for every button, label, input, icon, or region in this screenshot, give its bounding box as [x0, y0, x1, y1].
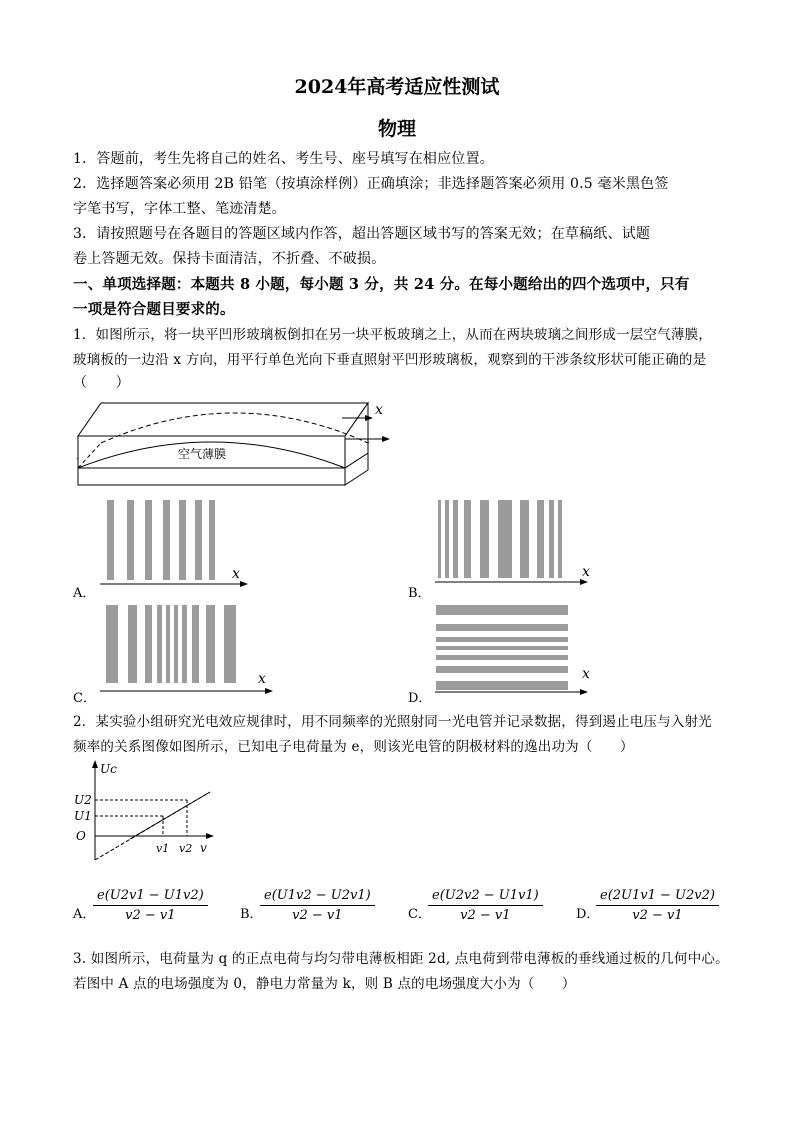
q2-option-c-label[interactable]: C． — [408, 907, 431, 922]
y-axis-label: Uc — [100, 762, 117, 776]
q2-option-b-denominator: v2 − v1 — [292, 908, 343, 923]
q2-option-a-denominator: v2 − v1 — [125, 908, 176, 923]
q2-option-b-formula[interactable] — [260, 888, 375, 923]
q2-option-d-denominator: v2 − v1 — [632, 908, 683, 923]
q1-option-d-label[interactable]: D． — [408, 691, 432, 706]
q2-option-d-label[interactable]: D． — [576, 907, 600, 922]
instruction-1: 1．答题前，考生先将自己的姓名、考生号、座号填写在相应位置。 — [73, 151, 494, 167]
q3-stem-1: 3. 如图所示，电荷量为 q 的正点电荷与均匀带电薄板相距 2d, 点电荷到带电薄板的垂线通过板的几何中心。 — [73, 951, 729, 967]
q2-option-a-formula[interactable] — [93, 888, 208, 923]
axis-x-label: x — [258, 671, 266, 687]
q2-stem-2: 频率的关系图像如图所示，已知电子电荷量为 e，则该光电管的阴极材料的逸出功为（ ） — [73, 739, 634, 755]
instruction-2a: 2．选择题答案必须用 2B 铅笔（按填涂样例）正确填涂；非选择题答案必须用 0.5 毫米黑色签 — [73, 176, 669, 192]
q2-option-d-numerator: e(2U1v1 − U2v2) — [596, 888, 719, 906]
q1-option-c-label[interactable]: C． — [73, 691, 96, 706]
q1-option-b-fringes — [430, 500, 600, 590]
instruction-3b: 卷上答题无效。保持卡面清洁，不折叠、不破损。 — [73, 251, 386, 267]
q1-option-d-fringes — [430, 602, 600, 697]
v1-label: v1 — [156, 842, 170, 855]
q1-stem-1: 1．如图所示，将一块平凹形玻璃板倒扣在另一块平板玻璃之上，从而在两块玻璃之间形成一层空气薄膜， — [73, 327, 712, 343]
q2-stem-1: 2．某实验小组研究光电效应规律时，用不同频率的光照射同一光电管并记录数据，得到遏止电压与入射光 — [73, 714, 712, 730]
axis-x-label: x — [232, 566, 240, 582]
glass-plate-figure — [70, 398, 400, 493]
x-axis-label: v — [200, 841, 207, 855]
instruction-2b: 字笔书写，字体工整、笔迹清楚。 — [73, 201, 286, 217]
air-film-label: 空气薄膜 — [178, 447, 227, 461]
q2-option-a-numerator: e(U2v1 − U1v2) — [93, 888, 208, 906]
origin-label: O — [76, 829, 86, 843]
section-heading-2: 一项是符合题目要求的。 — [73, 301, 235, 318]
page-title: 2024年高考适应性测试 — [294, 76, 500, 98]
q1-option-a-label[interactable]: A． — [73, 586, 96, 601]
q2-option-c-formula[interactable] — [428, 888, 543, 923]
q2-option-b-numerator: e(U1v2 − U2v1) — [260, 888, 375, 906]
q2-option-b-label[interactable]: B． — [240, 907, 263, 922]
u1-label: U1 — [74, 809, 92, 823]
axis-x-label: x — [582, 666, 590, 682]
q1-option-a-fringes — [95, 500, 255, 590]
q1-stem-2: 玻璃板的一边沿 x 方向，用平行单色光向下垂直照射平凹形玻璃板，观察到的干涉条纹形状可能正确的是 — [73, 352, 707, 368]
u2-label: U2 — [74, 793, 92, 807]
section-heading-1: 一、单项选择题：本题共 8 小题，每小题 3 分，共 24 分。在每小题给出的四个选项中，只有 — [73, 276, 690, 293]
axis-x-label: x — [582, 564, 590, 580]
subject-title: 物理 — [377, 118, 416, 140]
v2-label: v2 — [179, 842, 193, 855]
axis-x-label: x — [375, 402, 383, 418]
q2-option-c-denominator: v2 − v1 — [460, 908, 511, 923]
stopping-voltage-graph — [70, 758, 230, 868]
q2-option-c-numerator: e(U2v2 − U1v1) — [428, 888, 543, 906]
q2-option-a-label[interactable]: A． — [73, 907, 96, 922]
q2-option-d-formula[interactable] — [596, 888, 719, 923]
q3-stem-2: 若图中 A 点的电场强度为 0，静电力常量为 k，则 B 点的电场强度大小为（ ） — [73, 976, 576, 992]
q1-stem-3: （ ） — [73, 375, 130, 391]
q1-option-c-fringes — [95, 605, 280, 700]
q1-option-b-label[interactable]: B． — [408, 586, 431, 601]
instruction-3a: 3．请按照题号在各题目的答题区域内作答，超出答题区域书写的答案无效；在草稿纸、试题 — [73, 226, 651, 242]
